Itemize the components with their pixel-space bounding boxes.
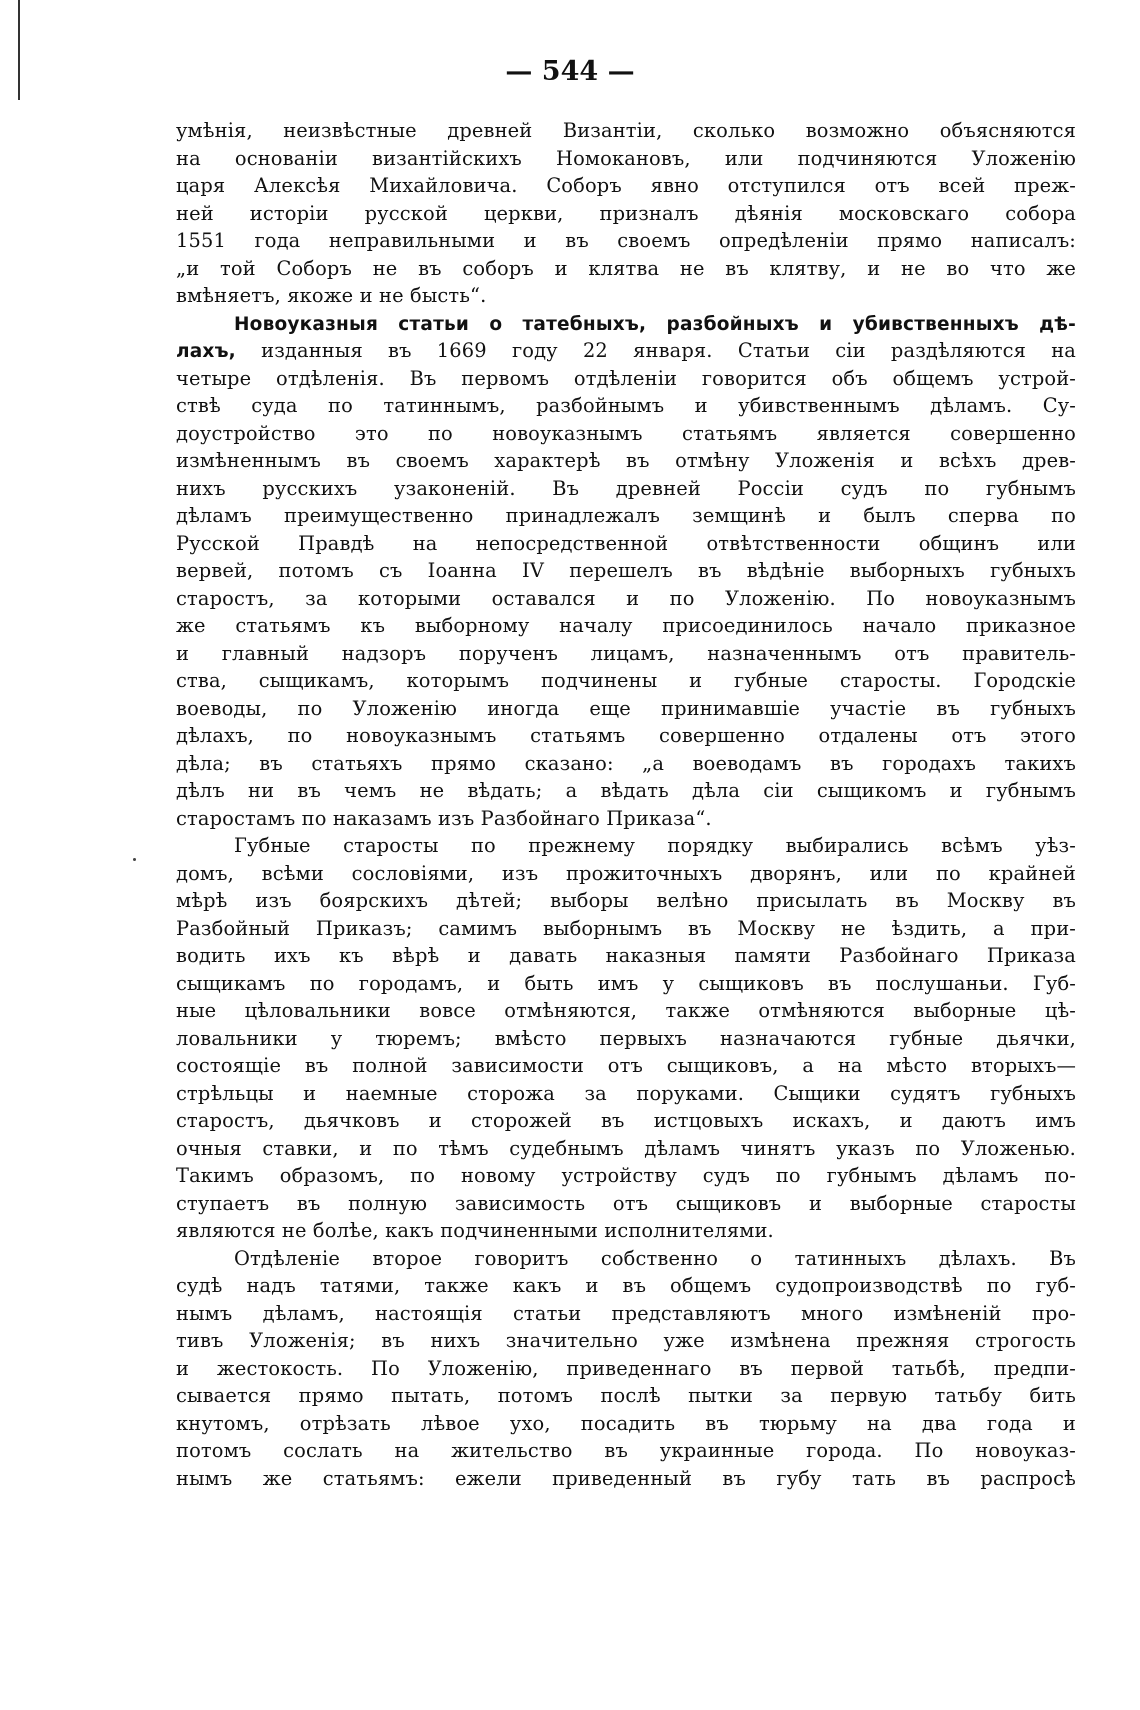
text-line: ней исторіи русской церкви, призналъ дѣянія московскаго собора <box>176 201 1076 225</box>
text-line: Русской Правдѣ на непосредственной отвѣтственности общинъ или <box>176 531 1076 555</box>
text-line: ствѣ суда по татиннымъ, разбойнымъ и убивственнымъ дѣламъ. Су- <box>176 394 1076 417</box>
paragraph-1 <box>176 117 1076 310</box>
text-line: ные цѣловальники вовсе отмѣняются, также отмѣняются выборные цѣ- <box>176 999 1076 1022</box>
text-line <box>176 310 1076 338</box>
text-line: домъ, всѣми сословіями, изъ прожиточныхъ дворянъ, или по крайней <box>176 861 1076 885</box>
text-line: вервей, потомъ съ Іоанна IV перешелъ въ вѣдѣніе выборныхъ губныхъ <box>176 559 1076 582</box>
text-line: старостъ, дьячковъ и сторожей въ истцовыхъ искахъ, и даютъ имъ <box>176 1109 1076 1132</box>
paragraph-2 <box>176 310 1076 833</box>
text-line: и жестокость. По Уложенію, приведеннаго въ первой татьбѣ, предпи- <box>176 1356 1076 1380</box>
paragraph-4 <box>176 1245 1076 1493</box>
text-line: на основаніи византійскихъ Номокановъ, или подчиняются Уложенію <box>176 146 1076 170</box>
text-line: мѣрѣ изъ боярскихъ дѣтей; выборы велѣно присылать въ Москву въ <box>176 889 1076 912</box>
text-line: нихъ русскихъ узаконеній. Въ древней Россіи судъ по губнымъ <box>176 476 1076 500</box>
text-line: сыщикамъ по городамъ, и быть имъ у сыщиковъ въ послушаньи. Губ- <box>176 971 1076 995</box>
text-line: являются не болѣе, какъ подчиненными исполнителями. <box>176 1219 774 1242</box>
text-line: потомъ сослать на жительство въ украинные города. По новоуказ- <box>176 1439 1076 1462</box>
text-line: нымъ дѣламъ, настоящія статьи представляютъ много измѣненій про- <box>176 1301 1076 1325</box>
text-line: и главный надзоръ порученъ лицамъ, назначеннымъ отъ правитель- <box>176 641 1076 665</box>
text-line: дѣламъ преимущественно принадлежалъ земщинѣ и былъ сперва по <box>176 504 1076 527</box>
text-line: стрѣльцы и наемные сторожа за поруками. Сыщики судятъ губныхъ <box>176 1081 1076 1105</box>
ink-speck <box>133 858 136 861</box>
text-line: умѣнія, неизвѣстные древней Византіи, сколько возможно объясняются <box>176 119 1076 142</box>
section-heading-cont: лахъ, <box>176 341 236 362</box>
text-line: Отдѣленіе второе говоритъ собственно о татинныхъ дѣлахъ. Въ <box>234 1246 1076 1270</box>
text-line: Такимъ образомъ, по новому устройству судъ по губнымъ дѣламъ по- <box>176 1164 1076 1187</box>
text-line: водить ихъ къ вѣрѣ и давать наказныя памяти Разбойнаго Приказа <box>176 944 1076 967</box>
text-line: кнутомъ, отрѣзать лѣвое ухо, посадить въ тюрьму на два года и <box>176 1411 1076 1435</box>
text-line: Разбойный Приказъ; самимъ выборнымъ въ Москву не ѣздить, а при- <box>176 916 1076 940</box>
text-line: ловальники у тюремъ; вмѣсто первыхъ назначаются губные дьячки, <box>176 1026 1076 1050</box>
text-line: судѣ надъ татями, также какъ и въ общемъ судопроизводствѣ по губ- <box>176 1274 1076 1297</box>
text-line: дѣла; въ статьяхъ прямо сказано: „а воеводамъ въ городахъ такихъ <box>176 751 1076 775</box>
section-heading: Новоуказныя статьи о татебныхъ, разбойныхъ и убивственныхъ дѣ- <box>234 313 1076 335</box>
text-line: царя Алексѣя Михайловича. Соборъ явно отступился отъ всей преж- <box>176 174 1076 197</box>
text-line: 1551 года неправильными и въ своемъ опредѣленіи прямо написалъ: <box>176 229 1076 252</box>
text-line: старостъ, за которыми оставался и по Уложенію. По новоуказнымъ <box>176 586 1076 610</box>
text-line: вмѣняетъ, якоже и не бысть“. <box>176 284 487 307</box>
text-line: четыре отдѣленія. Въ первомъ отдѣленіи говорится объ общемъ устрой- <box>176 366 1076 390</box>
text-line: очныя ставки, и по тѣмъ судебнымъ дѣламъ чинятъ указъ по Уложенью. <box>176 1136 1076 1160</box>
text-line: доустройство это по новоуказнымъ статьямъ является совершенно <box>176 421 1076 445</box>
text-line: дѣлъ ни въ чемъ не вѣдать; а вѣдать дѣла сіи сыщикомъ и губнымъ <box>176 779 1076 802</box>
text-line: дѣлахъ, по новоуказнымъ статьямъ совершенно отдалены отъ этого <box>176 724 1076 747</box>
text-line: старостамъ по наказамъ изъ Разбойнаго Приказа“. <box>176 806 712 830</box>
page-number: — 544 — <box>505 56 635 87</box>
text-line: измѣненнымъ въ своемъ характерѣ въ отмѣну Уложенія и всѣхъ древ- <box>176 449 1076 472</box>
text-line: воеводы, по Уложенію иногда еще принимавшіе участіе въ губныхъ <box>176 696 1076 720</box>
text-line: „и той Соборъ не въ соборъ и клятва не въ клятву, и не во что же <box>176 256 1076 280</box>
text-line <box>176 337 1076 365</box>
text-line: нымъ же статьямъ: ежели приведенный въ губу тать въ распросѣ <box>176 1466 1076 1490</box>
text-span: изданныя въ 1669 году 22 января. Статьи сіи раздѣляются на <box>235 339 1076 362</box>
text-line: ства, сыщикамъ, которымъ подчинены и губные старосты. Городскіе <box>176 669 1076 692</box>
paragraph-3 <box>176 832 1076 1245</box>
text-line: же статьямъ къ выборному началу присоединилось начало приказное <box>176 614 1076 637</box>
text-line: ступаетъ въ полную зависимость отъ сыщиковъ и выборные старосты <box>176 1191 1076 1215</box>
body-text <box>176 117 1076 1492</box>
text-line: тивъ Уложенія; въ нихъ значительно уже измѣнена прежняя строгость <box>176 1329 1076 1352</box>
text-line: состоящіе въ полной зависимости отъ сыщиковъ, а на мѣсто вторыхъ— <box>176 1054 1076 1077</box>
text-line: Губные старосты по прежнему порядку выбирались всѣмъ уѣз- <box>234 834 1076 857</box>
text-line: сывается прямо пытать, потомъ послѣ пытки за первую татьбу бить <box>176 1384 1076 1407</box>
